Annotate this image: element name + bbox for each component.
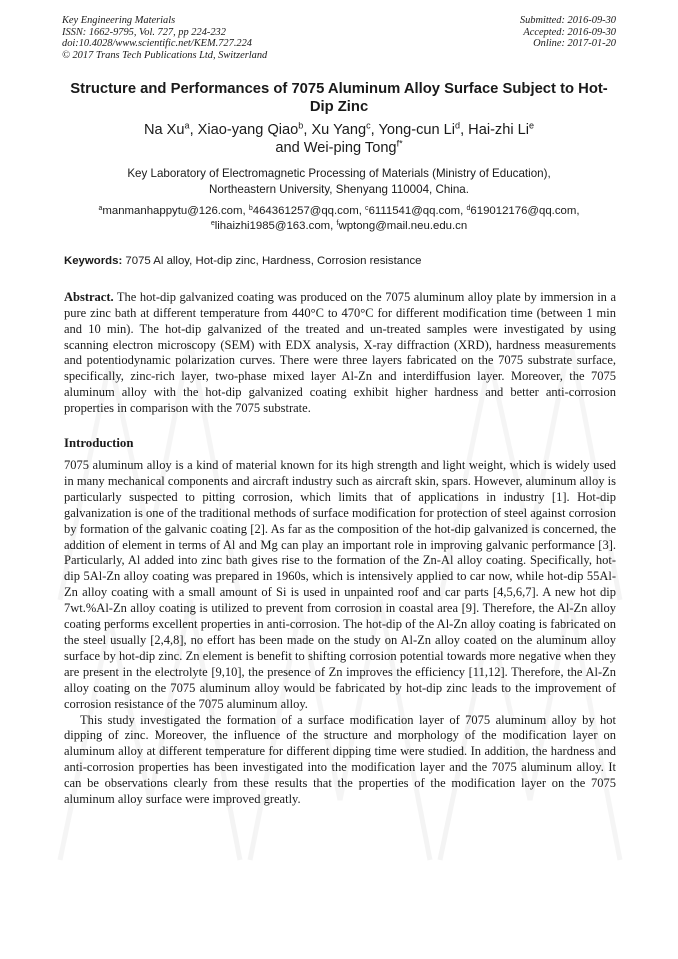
email: $^f$wptong@mail.neu.edu.cn: [336, 219, 468, 232]
author: Xu Yang$^c$,: [311, 120, 379, 138]
affiliation-line: Northeastern University, Shenyang 110004, China.: [209, 182, 469, 196]
paper-title: Structure and Performances of 7075 Aluminum Alloy Surface Subject to Hot-Dip Zinc: [70, 81, 608, 115]
author-list: [62, 121, 616, 157]
abstract-text: The hot-dip galvanized coating was produced on the 7075 aluminum alloy plate by immersion in a pure zinc bath at different temperature from 440°C to 470°C for different modification time (between 1 min and 10 min). The hot-dip galvanized of the treated and un-treated samples were investigated by using scanning electron microscopy (SEM) with EDX analysis, X-ray diffraction (XRD), hardness measurements and potentiodynamic polarization curves. There were three layers fabricated on the 7075 substrate surface, specifically, zinc-rich layer, two-phase mixed layer Al-Zn and interdiffusion layer. Moreover, the 7075 aluminum alloy with the hot-dip galvanized coating exhibit higher hardness and better anti-corrosion properties in comparison with the 7075 substrate.: [64, 290, 616, 415]
email: $^d$619012176@qq.com,: [466, 204, 580, 217]
paragraph: This study investigated the formation of a surface modification layer of 7075 aluminum alloy by hot dipping of zinc. Moreover, the influence of the structure and morphology of the modification layer on aluminum alloy at different temperature for different dipping time were studied. In addition, the hardness and anti-corrosion properties has been investigated into the modification layer and the 7075 aluminum alloy. It can be observations clearly from these results that the properties of the modification layer on the 7075 aluminum alloy surface were improved greatly.: [64, 712, 616, 807]
section-heading-introduction: Introduction: [64, 436, 134, 450]
author: and Wei-ping Tong$^{f*}$: [275, 138, 403, 156]
author: Na Xu$^a$,: [143, 120, 198, 138]
keywords-text: 7075 Al alloy, Hot-dip zinc, Hardness, Corrosion resistance: [122, 255, 422, 267]
email: $^e$lihaizhi1985@163.com,: [210, 219, 337, 232]
email: $^b$464361257@qq.com,: [248, 204, 366, 217]
online-date: Online: 2017-01-20: [533, 38, 616, 50]
keywords: [64, 254, 616, 268]
dates-info: [520, 15, 616, 50]
paragraph: 7075 aluminum alloy is a kind of material known for its high strength and light weight, which is widely used in many mechanical components and aircraft industry such as aircraft skin, spars. However, aluminum alloy is particularly suspected to pitting corrosion, which limits that of applications in industry [1]. Hot-dip galvanization is one of the traditional methods of surface modification for protection of steel against corrosion by formation of the galvanic coating [2]. As far as the composition of the hot-dip galvanized is concerned, the addition of element in terms of Al and Mg can play an important role in improving galvanic performance [3]. Particularly, Al added into zinc bath gives rise to the formation of the Zn-Al alloy coating. Specifically, hot-dip 5Al-Zn alloy coating was prepared in 1960s, which is intensively applied to car now, while hot-dip 55Al-Zn alloy coating with a small amount of Si is used in unpainted roof and car parts [4,5,6,7]. A new hot dip 7wt.%Al-Zn alloy coating is utilized to prevent from corrosion in coastal area [9]. Therefore, the Al-Zn alloy coating performs excellent properties in anti-corrosion. The hot-dip of the Al-Zn alloy coating is fabricated on the steel usually [2,4,8], no effort has been made on the study on Al-Zn alloy coated on the aluminum alloy surface by hot-dip zinc. Zn element is benefit to shifting corrosion potential towards more negative when they are present in the electrolyte [9,10], the presence of Zn improves the efficiency [11,12]. Therefore, the Al-Zn alloy coating on the 7075 aluminum alloy would be fabricated by hot-dip zinc leads to the improvement of corrosion resistance of the 7075 aluminum alloy.: [64, 458, 616, 711]
copyright: © 2017 Trans Tech Publications Ltd, Switzerland: [62, 49, 268, 61]
affiliation: [62, 166, 616, 197]
email: $^a$manmanhappytu@126.com,: [98, 204, 249, 217]
abstract-label: Abstract.: [64, 290, 114, 304]
email: $^c$6111541@qq.com,: [365, 204, 467, 217]
author: Yong-cun Li$^d$,: [378, 120, 469, 138]
abstract: [64, 290, 616, 417]
submitted-date: Submitted: 2016-09-30: [519, 15, 616, 26]
journal-name: Key Engineering Materials: [62, 15, 176, 26]
keywords-label: Keywords:: [64, 255, 123, 267]
journal-info: [62, 15, 267, 61]
introduction-body: [64, 458, 616, 808]
author: Hai-zhi Li$^e$: [468, 120, 535, 138]
affiliation-line: Key Laboratory of Electromagnetic Processing of Materials (Ministry of Education),: [127, 167, 551, 180]
email-list: [62, 204, 616, 234]
accepted-date: Accepted: 2016-09-30: [523, 26, 616, 38]
journal-doi: doi:10.4028/www.scientific.net/KEM.727.224: [62, 38, 252, 50]
author: Xiao-yang Qiao$^b$,: [197, 120, 312, 138]
journal-issn: ISSN: 1662-9795, Vol. 727, pp 224-232: [62, 26, 226, 38]
